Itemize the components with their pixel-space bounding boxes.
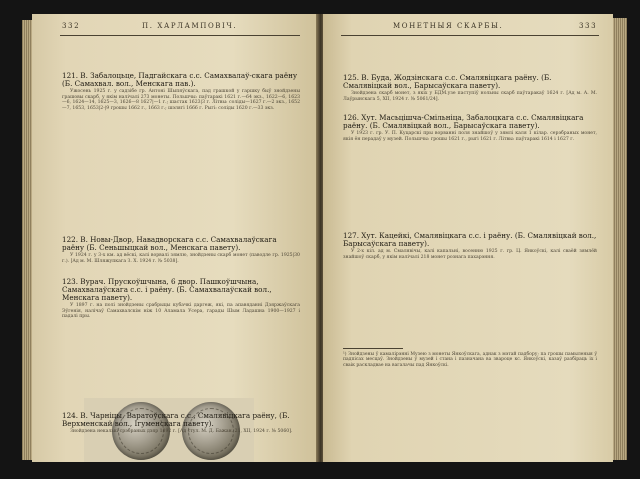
- right-head-rule: [341, 35, 599, 36]
- left-head-rule: [60, 35, 300, 36]
- footnote: ¹) Знойдзены ў камалірэнні Музею з монеты Янкоўскага, аднак з мэтай падбору; па грошы памыленыя ў падпісах месцаў. Знойдзены ў музей і стана і пазначана ва звароце кс. Янкоўскі, казаў разбіраць іх і сваік раскладвае на вагалачы пад Янкоўскі.: [343, 352, 597, 368]
- entry-body: У 1923 г. гр. У. П. Куцарскі пры ворванні поля знайшоў у зямлі каля 1 кілар. серэбраных монет, якія ён перадаў у музей. Польшчы: грошы 1621 г., рыгі 1621 г. Літвы: паўтаракі 1614 і 1627 г.: [343, 131, 597, 142]
- left-page-number: 332: [62, 22, 81, 30]
- entry-heading: 127. Хут. Кацейкі, Смалявіцкага с.с. і раёну. (Б. Смалявіцкай вол., Барысаўскага павету).: [343, 231, 597, 248]
- left-running-head: П. ХАРЛАМПОВІЧ.: [142, 22, 238, 30]
- entry-125: [343, 74, 597, 102]
- entry-body: У 1897 г. на полі знойдзены срабрыцы кубачкі даргеж, які, па апавяданні Дзяржаўскага Эўгенія, налічаў Самахвалскім ніж 10 Аламала Усера, гарады Шым Ладашна 1900—1927 і падалі пры.: [62, 303, 300, 320]
- right-page-number: 333: [579, 22, 598, 30]
- right-running-head: МОНЕТНЫЯ СКАРБЫ.: [393, 22, 504, 30]
- entry-heading: 122. В. Новы-Двор, Навадворскага с.с. Самахвалаўскага раёну (Б. Сеньшыцкай вол., Менскага павету).: [62, 235, 277, 252]
- entry-heading: 126. Хут. Масьцішча-Смільніца, Забалоцкага с.с. Смалявіцкага раёну. (Б. Смалявіцкай вол., Барысаўскага павету).: [343, 113, 584, 130]
- entry-body: У 2-х кіл. ад м. Смалявічы, калі капальні, восенню 1925 г. гр. Ц. Янкоўскі, калі сваёй зямлёй знайшоў скарб, у якім налічалі 218 монет рознага пахарэння.: [343, 249, 597, 260]
- right-page-edges: [613, 18, 627, 460]
- entry-body: Ужосень 1925 г. у садзібе гр. Антоні Шыпяўскага, пад грашкой у гаршку быў знойдзены грашовы скарб, у якім налічалі 273 монеты. Польшчы: паўтаракі 1621 г.—64 экз., 1622—6, 1623—6, 1624—14, 1625—3, 1626—8 1627|—1 г.; шастак 1623|3 г. Літвы: соліды—1627 г.—2 экз., 1652—7, 1653, 1653|2-|9 грошы 1662 г., 1663 г.; шэлягі 1666 г. Рыгі: соліды 1620 г.—33 экз.: [62, 89, 300, 111]
- right-page: [323, 14, 613, 462]
- entry-heading: 125. В. Буда, Жодзінскага с.с. Смалявіцкага раёну. (Б. Смалявіцкай вол., Барысаўскага павету).: [343, 73, 552, 90]
- entry-body: Знойдзена скарб монет, з якіх у БДМ.узе паступіў нольны скарб паўтаракаў 1624 г. [Ад м. А. М. Лаўрынскага 5, XII, 1924 г. № 5061/24].: [343, 91, 597, 102]
- entry-heading: 123. Вурач. Прускоўшчына, 6 двор. Пашкоўшчына, Самахвалаўскага с.с. і раёну. (Б. Самахвалаўскай вол., Менскага павету).: [62, 277, 272, 302]
- entry-123: [62, 278, 300, 320]
- entry-126: [343, 114, 597, 142]
- entry-121: [62, 72, 300, 111]
- left-page: [32, 14, 318, 462]
- entry-heading: 124. В. Чарніцы, Варатоўскага с.с., Смалявіцкага раёну, (Б. Верхменскай вол., Ігуменскага павету).: [62, 411, 290, 428]
- entry-body: У 1924 г. у 3-х км. ад вёскі, калі ворвалі зямлю, знойдзены скарб монет (паводле гр. 1925|30 г.). [Ад м. М. Шляжупкага З. Х. 1924 г. № 5038].: [62, 253, 300, 264]
- entry-heading: 121. В. Забалоцьце, Падгайскага с.с. Самахвалаў-скага раёну (Б. Самахвал. вол., Менскага пав.).: [62, 71, 298, 88]
- footnote-rule: [343, 348, 403, 349]
- entry-122: [62, 236, 300, 264]
- left-page-edges: [22, 20, 32, 460]
- entry-body: Знойдзена некалькі срэбраных дзяр 1892 г. [Ад стул. М. Д. Бажан. 21, XII, 1924 г. № 5060].: [70, 429, 293, 434]
- entry-124: [62, 412, 300, 435]
- entry-127: [343, 232, 597, 260]
